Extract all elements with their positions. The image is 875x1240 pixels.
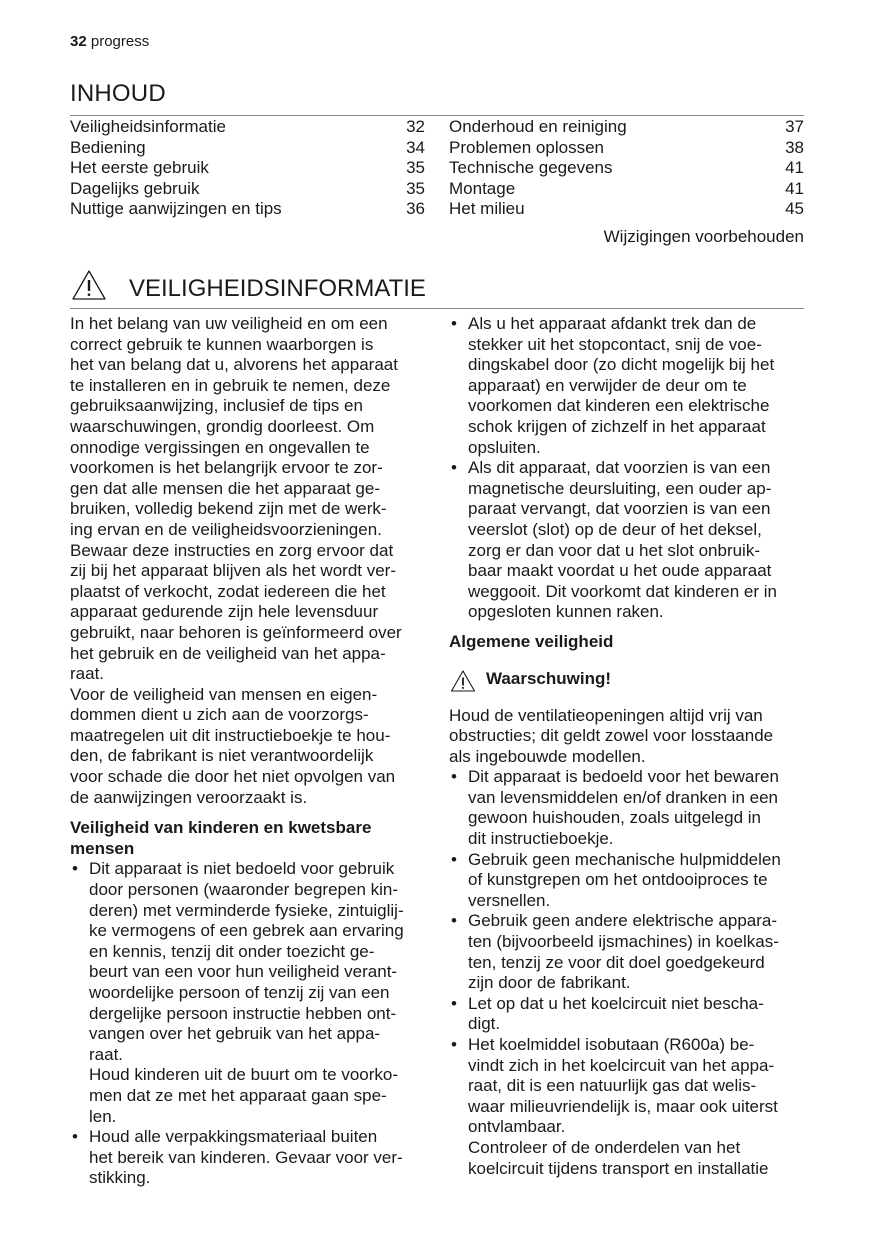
toc-entry[interactable] (449, 179, 804, 200)
text-line: raat. (70, 664, 105, 684)
toc-entry-page: 41 (785, 178, 804, 198)
text-line: vangen over het gebruik van het appa- (89, 1024, 381, 1044)
children-safety-heading (70, 818, 426, 859)
text-line: Let op dat u het koelcircuit niet bescha- (468, 993, 764, 1013)
toc-entry-page: 35 (406, 158, 425, 178)
text-line: Houd alle verpakkingsmateriaal buiten (89, 1127, 378, 1147)
toc-entry[interactable] (449, 199, 804, 220)
text-line: veerslot (slot) op de deur of het deksel, (468, 519, 762, 539)
text-line: stikking. (89, 1168, 151, 1188)
text-line: het gebruik en de veiligheid van het appa- (70, 643, 386, 663)
text-line: stekker uit het stopcontact, snij de voe- (468, 334, 762, 354)
toc-entry-page: 36 (406, 199, 425, 219)
text-line: van levensmiddelen en/of dranken in een (468, 787, 778, 807)
warning-icon (71, 268, 107, 307)
toc-entry-label: Onderhoud en reiniging (449, 117, 627, 136)
text-line: dit instructieboekje. (468, 829, 614, 849)
text-line: Houd kinderen uit de buurt om te voorko- (89, 1065, 399, 1085)
text-line: versnellen. (468, 890, 551, 910)
intro-paragraph (70, 314, 426, 808)
toc-entry-label: Technische gegevens (449, 158, 613, 178)
toc-entry-label: Montage (449, 178, 516, 198)
text-line: gewoon huishouden, zoals uitgelegd in (468, 808, 762, 828)
bullet-item (449, 1035, 805, 1179)
text-line: ten, tenzij ze voor dit doel goedgekeurd (468, 952, 765, 972)
toc-entry[interactable] (449, 138, 804, 159)
text-line: zorg er dan voor dat u het slot onbruik- (468, 540, 760, 560)
bullet-item (70, 859, 426, 1127)
text-line: woordelijke persoon of tenzij zij van een (89, 983, 390, 1002)
text-line: waarschuwingen, grondig doorleest. Om (70, 416, 375, 436)
text-line: ke vermogens of een gebrek aan ervaring (89, 921, 404, 941)
section-title: VEILIGHEIDSINFORMATIE (129, 275, 426, 302)
text-line: schok krijgen of zichzelf in het apparaat (468, 416, 766, 436)
toc-entry[interactable] (449, 158, 804, 179)
toc-entry-page: 34 (406, 137, 425, 157)
text-line: magnetische deursluiting, een ouder ap- (468, 478, 772, 498)
text-line: opgesloten kunnen raken. (468, 602, 664, 622)
toc-entry[interactable] (70, 179, 425, 200)
text-line: Dit apparaat is bedoeld voor het bewaren (468, 767, 779, 787)
text-line: beurt van een voor hun veiligheid verant- (89, 962, 398, 982)
warning-icon (450, 669, 476, 699)
toc-entry-page: 45 (785, 199, 804, 219)
text-line: Gebruik geen mechanische hulpmiddelen (468, 849, 781, 869)
text-line: raat. (89, 1044, 124, 1064)
text-line: onnodige vergissingen en ongevallen te (70, 437, 370, 457)
general-intro-paragraph (449, 706, 805, 768)
bullet-item (449, 850, 805, 912)
text-line: Houd de ventilatieopeningen altijd vrij van (449, 705, 763, 725)
text-line: digt. (468, 1014, 501, 1034)
text-line: dergelijke persoon instructie hebben ont- (89, 1003, 397, 1023)
text-line: gen dat alle mensen die het apparaat ge- (70, 478, 381, 498)
toc-entry-page: 37 (785, 117, 804, 136)
text-line: voorkomen is het belangrijk ervoor te zor- (70, 458, 383, 478)
toc-divider (70, 115, 804, 116)
text-line: zij bij het apparaat blijven als het wordt ver- (70, 561, 396, 581)
toc-title: INHOUD (70, 80, 166, 107)
toc-entry-label: Bediening (70, 137, 146, 157)
warning-callout (449, 663, 805, 696)
text-line: obstructies; dit geldt zowel voor losstaande (449, 726, 774, 746)
text-line: mensen (70, 838, 135, 858)
toc-left-column (70, 117, 425, 220)
toc-entry-label: Dagelijks gebruik (70, 178, 200, 198)
bullet-item (449, 767, 805, 849)
text-line: raat, dit is een natuurlijk gas dat welis- (468, 1076, 757, 1096)
toc-entry[interactable] (70, 117, 425, 138)
text-line: Als dit apparaat, dat voorzien is van een (468, 458, 771, 478)
text-line: voor schade die door het niet opvolgen van (70, 767, 396, 787)
text-line: apparaat) en verwijder de deur om te (468, 375, 747, 395)
text-line: koelcircuit tijdens transport en installatie (468, 1158, 769, 1178)
text-line: deren) met verminderde fysieke, zintuiglij- (89, 900, 404, 920)
text-line: In het belang van uw veiligheid en om een (70, 314, 388, 333)
toc-entry-label: Veiligheidsinformatie (70, 117, 226, 136)
text-line: ing ervan en de veiligheidsvoorzieningen. (70, 519, 382, 539)
children-bullet-list (70, 859, 426, 1189)
text-line: maatregelen uit dit instructieboekje te hou- (70, 725, 391, 745)
text-line: Gebruik geen andere elektrische appara- (468, 911, 778, 931)
bullet-item (449, 458, 805, 623)
text-line: ten (bijvoorbeeld ijsmachines) in koelkas- (468, 932, 779, 952)
left-column (70, 314, 426, 1189)
bullet-item (449, 994, 805, 1035)
section-header (70, 268, 804, 309)
text-line: correct gebruik te kunnen waarborgen is (70, 334, 374, 354)
toc-entry[interactable] (70, 158, 425, 179)
general-bullet-list (449, 767, 805, 1179)
text-line: vindt zich in het koelcircuit van het appa- (468, 1055, 775, 1075)
toc-right-column (449, 117, 804, 220)
text-line: door personen (waaronder begrepen kin- (89, 880, 399, 900)
text-line: Als u het apparaat afdankt trek dan de (468, 314, 757, 333)
text-line: opsluiten. (468, 437, 541, 457)
toc-note: Wijzigingen voorbehouden (603, 227, 804, 246)
warning-label: Waarschuwing! (486, 668, 611, 688)
toc-entry-label: Problemen oplossen (449, 137, 604, 157)
general-safety-heading: Algemene veiligheid (449, 631, 614, 651)
page-header (70, 33, 149, 50)
text-line: Bewaar deze instructies en zorg ervoor dat (70, 540, 394, 560)
text-line: als ingebouwde modellen. (449, 746, 646, 766)
text-line: paraat vervangt, dat voorzien is van een (468, 499, 771, 519)
text-line: Controleer of de onderdelen van het (468, 1137, 741, 1157)
toc-entry-page: 35 (406, 178, 425, 198)
toc-entry[interactable] (449, 117, 804, 138)
bullet-item (70, 1127, 426, 1189)
text-line: bruiken, volledig bekend zijn met de werk- (70, 499, 387, 519)
text-line: gebruiksaanwijzing, inclusief de tips en (70, 396, 363, 416)
text-line: apparaat gedurende zijn hele levensduur (70, 602, 379, 622)
text-line: en kennis, tenzij dit onder toezicht ge- (89, 941, 375, 961)
text-line: men dat ze met het apparaat gaan spe- (89, 1085, 387, 1105)
text-line: Voor de veiligheid van mensen en eigen- (70, 684, 378, 704)
text-line: of kunstgrepen om het ontdooiproces te (468, 870, 768, 890)
text-line: weggooit. Dit voorkomt dat kinderen er in (468, 581, 777, 601)
toc-entry-page: 38 (785, 137, 804, 157)
text-line: Het koelmiddel isobutaan (R600a) be- (468, 1035, 755, 1054)
text-line: gebruikt, naar behoren is geïnformeerd over (70, 622, 402, 642)
disposal-bullet-list (449, 314, 805, 623)
text-line: len. (89, 1106, 117, 1126)
toc-entry-label: Het eerste gebruik (70, 158, 209, 178)
brand-name: progress (90, 33, 150, 50)
text-line: dingskabel door (zo dicht mogelijk bij het (468, 355, 775, 375)
text-line: ontvlambaar. (468, 1117, 566, 1137)
text-line: den, de fabrikant is niet verantwoordelijk (70, 746, 374, 766)
text-line: te installeren en in gebruik te nemen, deze (70, 375, 391, 395)
bullet-item (449, 911, 805, 993)
text-line: Dit apparaat is niet bedoeld voor gebruik (89, 859, 395, 879)
text-line: het van belang dat u, alvorens het apparaat (70, 355, 398, 375)
bullet-item (449, 314, 805, 458)
text-line: voorkomen dat kinderen een elektrische (468, 396, 770, 416)
toc-entry[interactable] (70, 138, 425, 159)
toc-entry-page: 32 (406, 117, 425, 136)
text-line: Veiligheid van kinderen en kwetsbare (70, 818, 372, 838)
text-line: zijn door de fabrikant. (468, 973, 631, 993)
toc-entry-page: 41 (785, 158, 804, 178)
page-number: 32 (70, 33, 87, 50)
text-line: baar maakt voordat u het oude apparaat (468, 561, 772, 581)
text-line: waar milieuvriendelijk is, maar ook uiterst (468, 1096, 778, 1116)
toc-entry-label: Het milieu (449, 199, 525, 219)
right-column (449, 314, 805, 1179)
text-line: de aanwijzingen veroorzaakt is. (70, 787, 308, 807)
toc-entry[interactable] (70, 199, 425, 220)
text-line: dommen dient u zich aan de voorzorgs- (70, 705, 369, 725)
toc-entry-label: Nuttige aanwijzingen en tips (70, 199, 282, 219)
text-line: plaatst of verkocht, zodat iedereen die het (70, 581, 386, 601)
text-line: het bereik van kinderen. Gevaar voor ver- (89, 1147, 403, 1167)
